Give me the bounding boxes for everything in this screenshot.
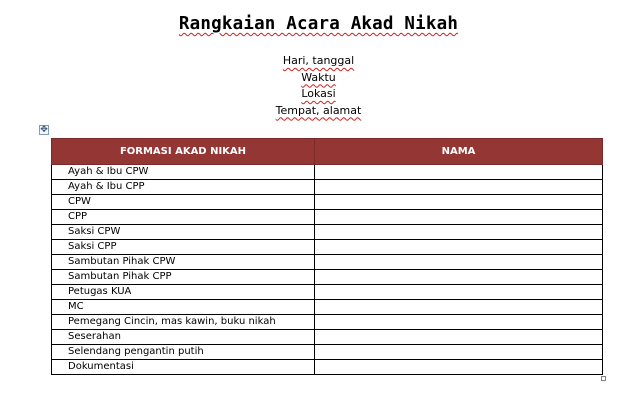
table-row [52, 165, 603, 180]
name-cell[interactable] [315, 255, 603, 270]
table-row [52, 345, 603, 360]
table-row [52, 330, 603, 345]
table-move-icon[interactable]: ✥ [40, 125, 48, 135]
table-resize-icon[interactable] [601, 376, 606, 381]
row-label[interactable]: Petugas KUA [52, 285, 315, 300]
table-row [52, 225, 603, 240]
info-time: Waktu [301, 70, 336, 84]
table-row [52, 300, 603, 315]
info-date: Hari, tanggal [282, 54, 355, 67]
name-cell[interactable] [315, 165, 603, 180]
header-formation: FORMASI AKAD NIKAH [52, 139, 315, 165]
info-address: Tempat, alamat [275, 103, 362, 117]
row-label[interactable]: Seserahan [52, 330, 315, 345]
row-label[interactable]: Ayah & Ibu CPP [52, 180, 315, 195]
name-cell[interactable] [315, 360, 603, 375]
table-row [52, 270, 603, 285]
table-row [52, 240, 603, 255]
name-cell[interactable] [315, 315, 603, 330]
row-label[interactable]: Pemegang Cincin, mas kawin, buku nikah [52, 315, 315, 330]
document-title [0, 14, 637, 34]
table-row [52, 285, 603, 300]
name-cell[interactable] [315, 195, 603, 210]
row-label[interactable]: Sambutan Pihak CPW [52, 255, 315, 270]
name-cell[interactable] [315, 240, 603, 255]
name-cell[interactable] [315, 270, 603, 285]
table-row [52, 360, 603, 375]
info-location: Lokasi [301, 87, 336, 100]
name-cell[interactable] [315, 210, 603, 225]
table-row [52, 180, 603, 195]
table-row [52, 210, 603, 225]
row-label[interactable]: CPP [52, 210, 315, 225]
name-cell[interactable] [315, 180, 603, 195]
row-label[interactable]: Ayah & Ibu CPW [52, 165, 315, 180]
row-label[interactable]: MC [52, 300, 315, 315]
row-label[interactable]: Saksi CPP [52, 240, 315, 255]
row-label[interactable]: CPW [52, 195, 315, 210]
table-row [52, 315, 603, 330]
table-row [52, 255, 603, 270]
name-cell[interactable] [315, 300, 603, 315]
header-name: NAMA [315, 139, 603, 165]
title-text: Rangkaian Acara Akad Nikah [178, 14, 459, 34]
formation-table [51, 138, 603, 375]
name-cell[interactable] [315, 330, 603, 345]
row-label[interactable]: Sambutan Pihak CPP [52, 270, 315, 285]
row-label[interactable]: Dokumentasi [52, 360, 315, 375]
table-row [52, 195, 603, 210]
row-label[interactable]: Selendang pengantin putih [52, 345, 315, 360]
name-cell[interactable] [315, 285, 603, 300]
table-header-row [52, 139, 603, 165]
event-info [0, 53, 637, 119]
name-cell[interactable] [315, 225, 603, 240]
name-cell[interactable] [315, 345, 603, 360]
row-label[interactable]: Saksi CPW [52, 225, 315, 240]
